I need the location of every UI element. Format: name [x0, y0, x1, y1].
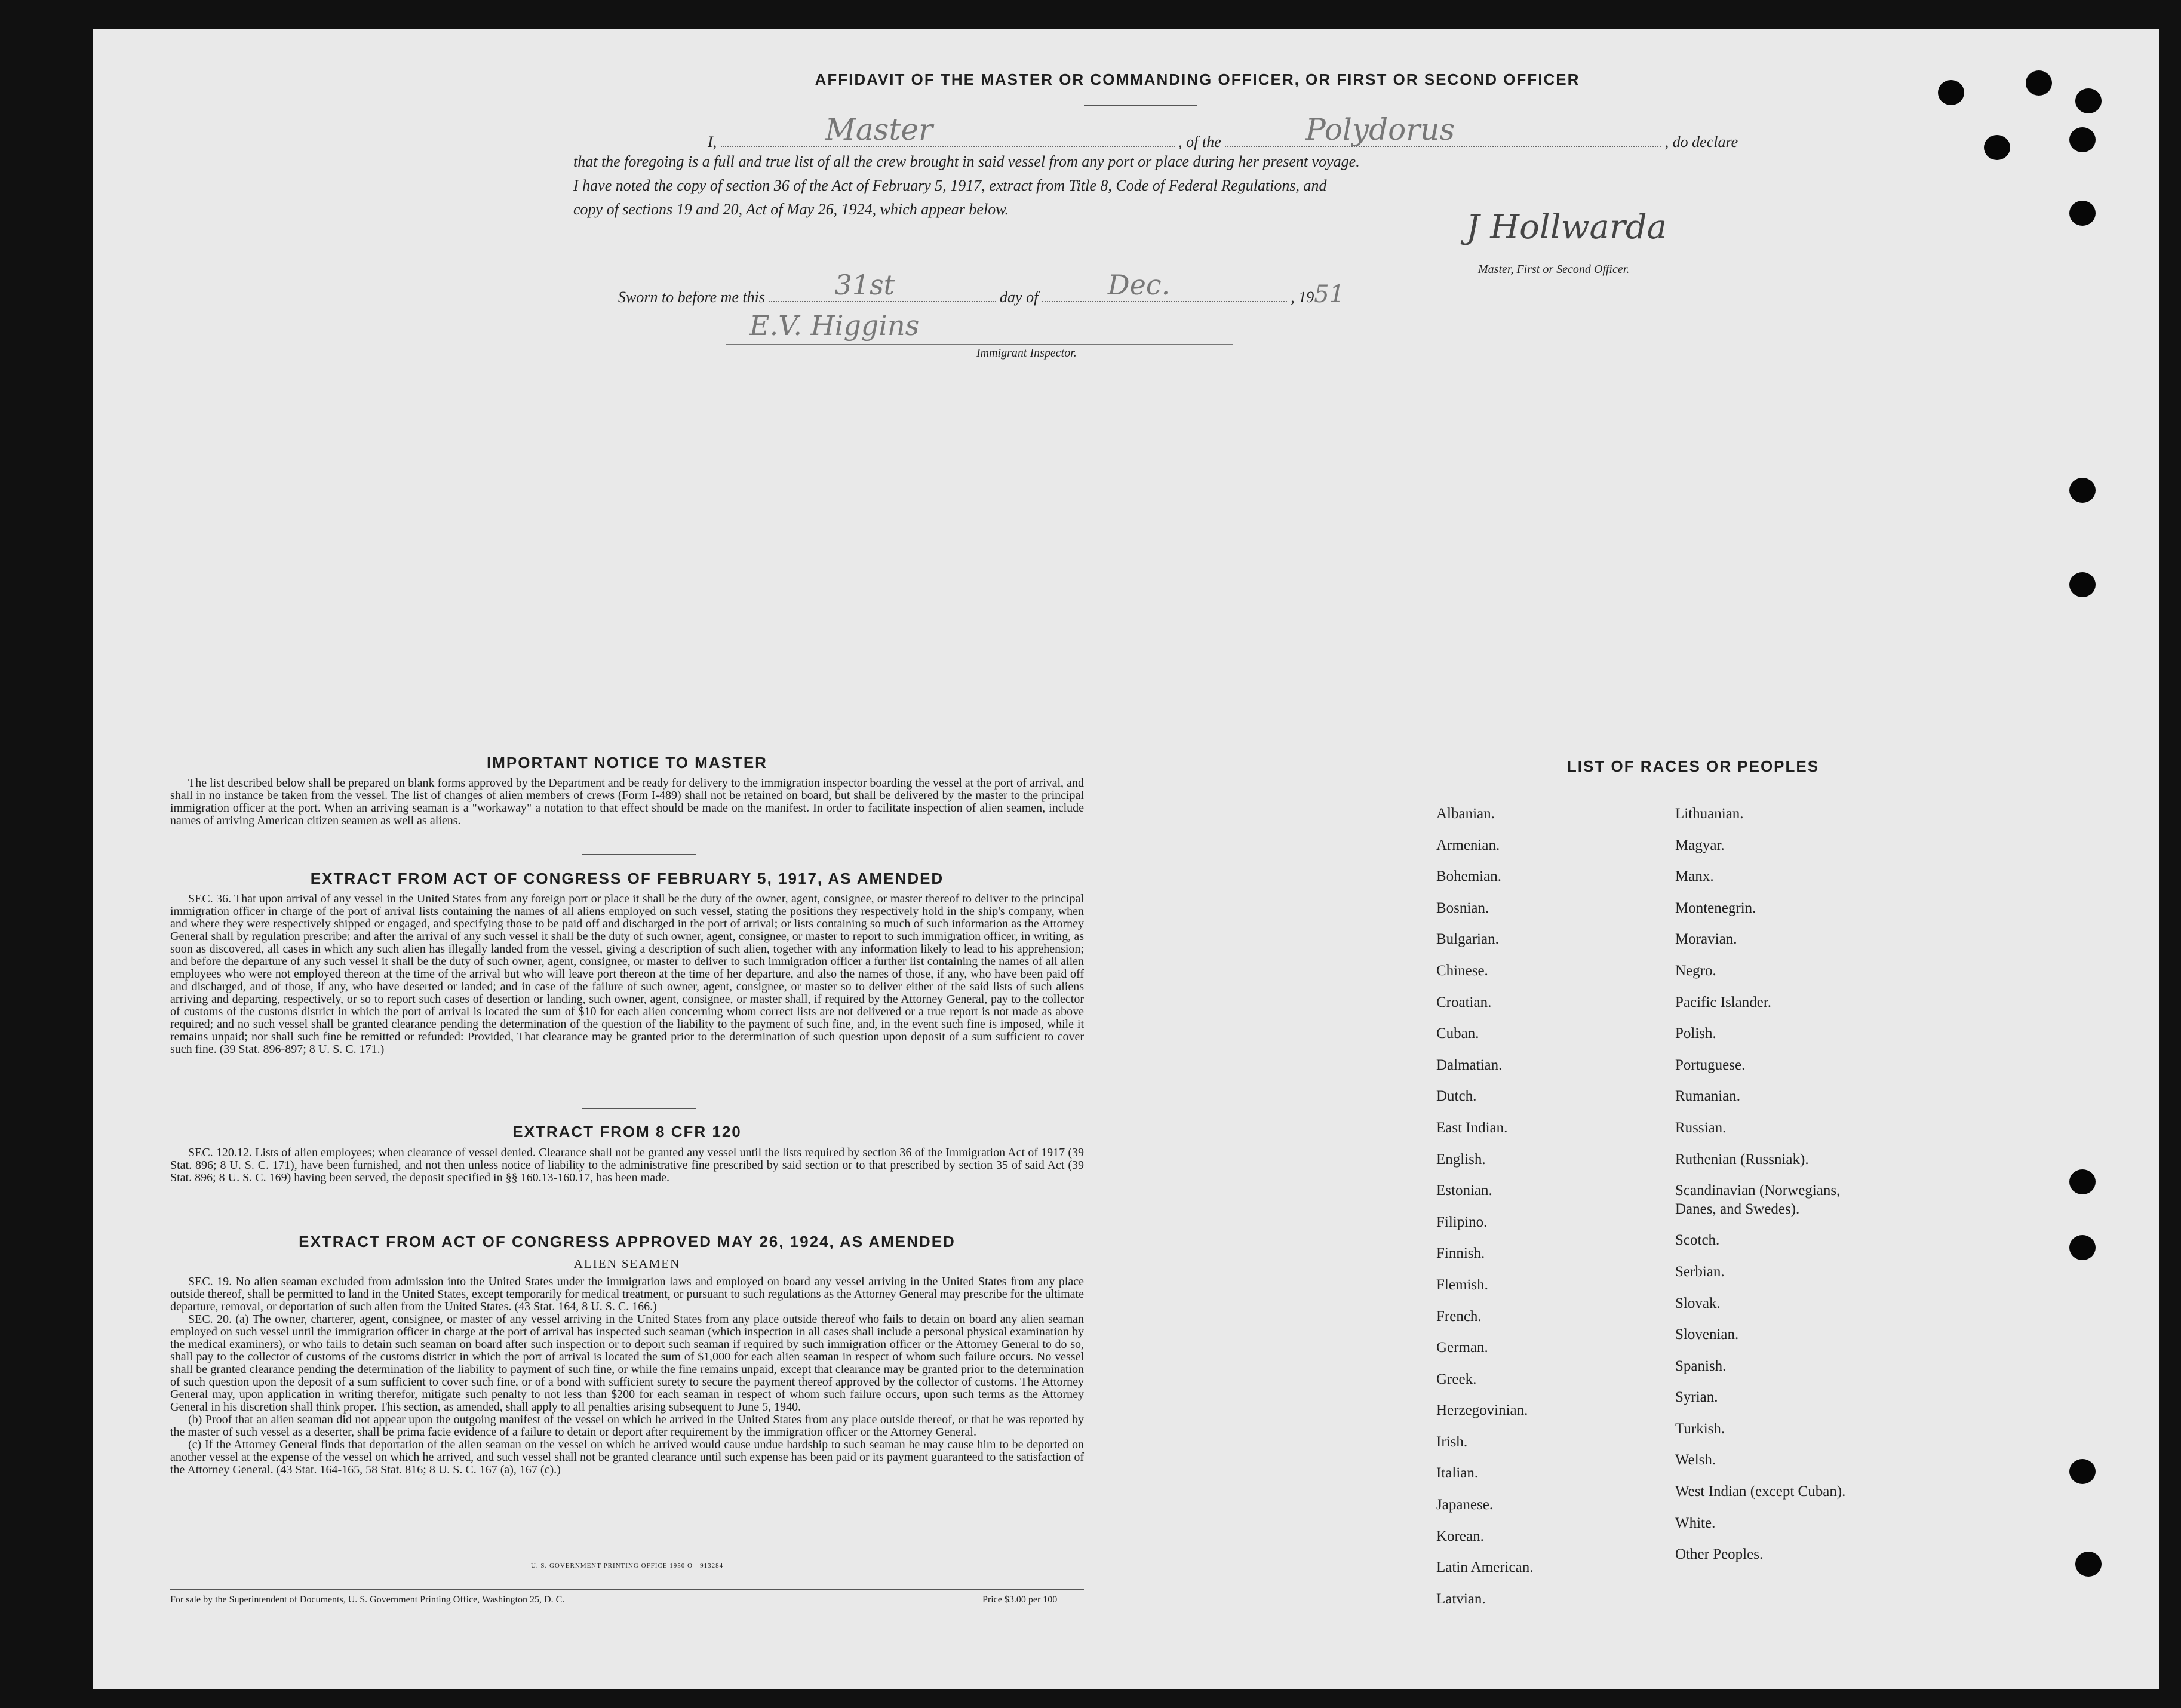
declaration-line-4: copy of sections 19 and 20, Act of May 26, 1924, which appear below.	[573, 201, 1009, 218]
year-prefix: , 19	[1291, 288, 1314, 306]
race-item: French.	[1436, 1308, 1482, 1325]
affidavit-title: AFFIDAVIT OF THE MASTER OR COMMANDING OFFICER, OR FIRST OR SECOND OFFICER	[815, 70, 1580, 88]
punch-hole	[2069, 201, 2096, 226]
punch-hole	[2069, 1235, 2096, 1260]
declaration-line-3: I have noted the copy of section 36 of the Act of February 5, 1917, extract from Title 8, Code of Federal Regulations, and	[573, 177, 1327, 194]
of-the-label: , of the	[1178, 133, 1221, 150]
race-item: German.	[1436, 1340, 1488, 1356]
sec-20a-paragraph: SEC. 20. (a) The owner, charterer, agent, consignee, or master of any vessel arriving in the United States from any place outside thereof who fails to detain on board any alien seaman employed on such vessel until the immigration officer in charge at the port of arrival has inspected such seaman (which inspection in all cases shall include a personal physical examination by the medical examiners), or who fails to detain such seaman on board after such inspection or to deport such seaman if required by such immigration officer or the Attorney General to do so, shall pay to the collector of customs of the customs district in which the port of arrival is located the sum of $1,000 for each alien seaman in respect of whom such failure occurs. No vessel shall be granted clearance pending the determination of the liability to payment of such fine, or while the fine remains unpaid, except that clearance may be granted prior to the determination of such question upon the deposit of a sum sufficient to cover such fine, or of a bond with sufficient surety to secure the payment thereof approved by the collector of customs. The Attorney General may, upon application in writing therefor, mitigate such penalty to not less than $200 for each seaman in respect of whom such failure occurs, upon such terms as the Attorney General in his discretion shall think proper. This section, as amended, shall apply to all penalties arising subsequent to June 5, 1940.	[170, 1313, 1084, 1414]
race-item: Bulgarian.	[1436, 931, 1499, 948]
race-item: Slovenian.	[1675, 1326, 1739, 1343]
name-field	[721, 112, 1175, 147]
race-item: Filipino.	[1436, 1214, 1488, 1230]
punch-hole	[1984, 135, 2010, 160]
punch-hole	[2069, 1459, 2096, 1484]
race-item: Russian.	[1675, 1119, 1727, 1136]
race-item: Korean.	[1436, 1528, 1484, 1544]
race-item: Albanian.	[1436, 806, 1495, 822]
race-item: Herzegovinian.	[1436, 1402, 1528, 1419]
punch-hole	[2075, 88, 2102, 113]
races-right-column	[1675, 805, 1986, 1577]
races-title: LIST OF RACES OR PEOPLES	[1566, 757, 1820, 775]
extract-cfr-body: SEC. 120.12. Lists of alien employees; when clearance of vessel denied. Clearance shall not be granted any vessel until the lists required by section 36 of the Immigration Act of 1917 (39 Stat. 896; 8 U. S. C. 171), have been furnished, and not then unless notice of liability to the administrative fine prescribed by said section or to that prescribed by section 35 of said Act (39 Stat. 896; 8 U. S. C. 169) having been served, the deposit specified in §§ 160.13-160.17, has been made.	[170, 1146, 1084, 1184]
race-item: Polish.	[1675, 1025, 1716, 1042]
extract-cfr-title: EXTRACT FROM 8 CFR 120	[512, 1123, 742, 1141]
race-item: Scotch.	[1675, 1232, 1720, 1249]
race-item: Syrian.	[1675, 1389, 1718, 1406]
punch-hole	[2069, 572, 2096, 597]
race-item: East Indian.	[1436, 1119, 1508, 1136]
section-rule	[582, 854, 696, 855]
master-signature: J Hollwarda	[1466, 208, 1667, 247]
extract-1924-body	[170, 1276, 1084, 1476]
races-left-column	[1436, 805, 1663, 1621]
section-rule	[582, 1108, 696, 1109]
race-item: Magyar.	[1675, 837, 1725, 853]
race-item: Finnish.	[1436, 1245, 1485, 1262]
i-label: I,	[708, 133, 717, 150]
sworn-year-value: 51	[1314, 281, 1345, 308]
sworn-label: Sworn to before me this	[618, 288, 766, 306]
race-item: Chinese.	[1436, 962, 1488, 979]
race-item: Turkish.	[1675, 1420, 1725, 1437]
gpo-imprint: U. S. GOVERNMENT PRINTING OFFICE 1950 O - 913284	[530, 1562, 724, 1569]
punch-hole	[2069, 1169, 2096, 1194]
race-item: Flemish.	[1436, 1276, 1488, 1293]
race-item: Italian.	[1436, 1465, 1479, 1482]
race-item: Montenegrin.	[1675, 899, 1756, 916]
name-value: Master	[825, 112, 933, 147]
race-item: Manx.	[1675, 868, 1714, 885]
race-item: Slovak.	[1675, 1295, 1721, 1311]
race-item: Irish.	[1436, 1433, 1468, 1450]
sec-19-paragraph: SEC. 19. No alien seaman excluded from admission into the United States under the immigration laws and employed on board any vessel arriving in the United States from any place outside thereof, shall be permitted to land in the United States, except temporarily for medical treatment, or pursuant to such regulations as the Attorney General may prescribe for the ultimate departure, removal, or deportation of such alien from the United States. (43 Stat. 164, 8 U. S. C. 166.)	[170, 1275, 1084, 1313]
declaration-line-2: that the foregoing is a full and true list of all the crew brought in said vessel from any port or place during her present voyage.	[573, 153, 1360, 170]
notice-body: The list described below shall be prepared on blank forms approved by the Department and be ready for delivery to the immigration inspector boarding the vessel at the port of arrival, and shall in no instance be taken from the vessel. The list of changes of alien members of crews (Form I-489) shall not be retained on board, but shall be delivered by the master to the principal immigration officer at the port. When an arriving seaman is a "workaway" a notation to that effect should be made on the manifest. In order to facilitate inspection of alien seamen, include names of arriving American citizen seamen as well as aliens.	[170, 776, 1084, 827]
race-item: Cuban.	[1436, 1025, 1479, 1042]
race-item: Croatian.	[1436, 994, 1492, 1010]
day-field	[769, 269, 996, 302]
sworn-day-value: 31st	[834, 269, 895, 301]
title-rule	[1084, 105, 1197, 106]
race-item: Spanish.	[1675, 1357, 1727, 1374]
race-item: Danes, and Swedes).	[1675, 1200, 1800, 1217]
vessel-value: Polydorus	[1305, 112, 1455, 147]
document-page	[93, 29, 2159, 1689]
race-item: Japanese.	[1436, 1497, 1494, 1513]
day-of-label: day of	[1000, 288, 1039, 306]
declaration-line-1	[573, 112, 1810, 151]
race-item: Greek.	[1436, 1371, 1477, 1387]
race-item: Other Peoples.	[1675, 1546, 1764, 1563]
sec-20b-paragraph: (b) Proof that an alien seaman did not appear upon the outgoing manifest of the vessel on which he arrived in the United States from any place outside thereof, or that he was reported by the master of such vessel as a deserter, shall be prima facie evidence of a failure to detain or deport after requirement by the immigration officer or the Attorney General.	[170, 1413, 1084, 1439]
footer-rule	[170, 1589, 1084, 1590]
race-item: Latin American.	[1436, 1559, 1534, 1576]
inspector-caption: Immigrant Inspector.	[976, 346, 1077, 360]
race-item: Moravian.	[1675, 931, 1737, 948]
footer-sale: For sale by the Superintendent of Documents, U. S. Government Printing Office, Washington 25, D. C.	[170, 1595, 565, 1605]
race-item: Armenian.	[1436, 837, 1500, 853]
race-item: Dalmatian.	[1436, 1056, 1503, 1073]
inspector-line	[726, 344, 1233, 345]
punch-hole	[2026, 70, 2052, 96]
punch-hole	[1938, 80, 1964, 105]
notice-title: IMPORTANT NOTICE TO MASTER	[487, 754, 767, 772]
signature-caption: Master, First or Second Officer.	[1478, 263, 1630, 276]
race-item: Lithuanian.	[1675, 806, 1744, 822]
punch-hole	[2069, 127, 2096, 152]
alien-seamen-subtitle: ALIEN SEAMEN	[573, 1257, 681, 1271]
footer-price: Price $3.00 per 100	[982, 1595, 1058, 1605]
race-item: Bosnian.	[1436, 899, 1489, 916]
race-item: Negro.	[1675, 962, 1716, 979]
race-item: Scandinavian (Norwegians,	[1675, 1182, 1841, 1199]
race-item: West Indian (except Cuban).	[1675, 1483, 1846, 1500]
race-item: Latvian.	[1436, 1590, 1486, 1607]
vessel-field	[1225, 112, 1661, 147]
race-item: Welsh.	[1675, 1452, 1716, 1469]
race-item: Portuguese.	[1675, 1056, 1746, 1073]
inspector-signature: E.V. Higgins	[749, 309, 920, 342]
race-item: Serbian.	[1675, 1263, 1725, 1280]
extract-1917-body: SEC. 36. That upon arrival of any vessel in the United States from any foreign port or place it shall be the duty of the owner, agent, consignee, or master thereof to deliver to the principal immigration officer in charge of the port of arrival lists containing the names of all aliens employed on such vessel, stating the positions they respectively hold in the ship's company, when and where they were respectively shipped or engaged, and specifying those to be paid off and discharged in the port of arrival; or lists containing so much of such information as the Attorney General shall by regulation prescribe; and after the arrival of any such vessel it shall be the duty of such owner, agent, consignee, or master to report to such immigration officer, in writing, as soon as discovered, all cases in which any such alien has illegally landed from the vessel, giving a description of such alien, together with any information likely to lead to his apprehension; and before the departure of any such vessel it shall be the duty of such owner, agent, consignee, or master to deliver to such immigration officer a further list containing the names of all alien employees who were not employed thereon at the time of the arrival but who will leave port thereon at the time of her departure, and also the names of those, if any, who have been paid off and discharged, and of those, if any, who have deserted or landed; and in case of the failure of such owner, agent, consignee, or master so to deliver either of the said lists of such aliens arriving and departing, respectively, or so to report such cases of desertion or landing, such owner, agent, consignee, or master shall, if required by the Attorney General, pay to the collector of customs of the customs district in which the port of arrival is located the sum of $10 for each alien concerning whom correct lists are not delivered or a true report is not made as above required; and no such vessel shall be granted clearance pending the determination of the question of the liability to the payment of such fine, and, in the event such fine is imposed, while it remains unpaid; nor shall such fine be remitted or refunded: Provided, That clearance may be granted prior to the determination of such question upon deposit of a sum sufficient to cover such fine. (39 Stat. 896-897; 8 U. S. C. 171.)	[170, 892, 1084, 1056]
race-item: Rumanian.	[1675, 1088, 1741, 1105]
race-item: Ruthenian (Russniak).	[1675, 1151, 1809, 1168]
race-item: Pacific Islander.	[1675, 994, 1772, 1010]
punch-hole	[2075, 1552, 2102, 1577]
extract-1917-title: EXTRACT FROM ACT OF CONGRESS OF FEBRUARY 5, 1917, AS AMENDED	[310, 870, 944, 887]
do-declare-label: , do declare	[1664, 133, 1738, 150]
race-item: English.	[1436, 1151, 1486, 1168]
sec-20c-paragraph: (c) If the Attorney General finds that deportation of the alien seaman on the vessel on which he arrived would cause undue hardship to such seaman he may cause him to be deported on another vessel at the expense of the vessel on which he arrived, and such vessel shall not be granted clearance until such expense has been paid or its payment guaranteed to the satisfaction of the Attorney General. (43 Stat. 164-165, 58 Stat. 816; 8 U. S. C. 167 (a), 167 (c).)	[170, 1438, 1084, 1476]
extract-1924-title: EXTRACT FROM ACT OF CONGRESS APPROVED MAY 26, 1924, AS AMENDED	[299, 1233, 956, 1251]
race-item: Dutch.	[1436, 1088, 1477, 1105]
sworn-line	[618, 269, 1345, 308]
punch-hole	[2069, 478, 2096, 503]
race-item: Bohemian.	[1436, 868, 1502, 885]
race-item: Estonian.	[1436, 1182, 1492, 1199]
sworn-month-value: Dec.	[1107, 269, 1171, 301]
race-item: White.	[1675, 1515, 1716, 1531]
month-field	[1042, 269, 1287, 302]
